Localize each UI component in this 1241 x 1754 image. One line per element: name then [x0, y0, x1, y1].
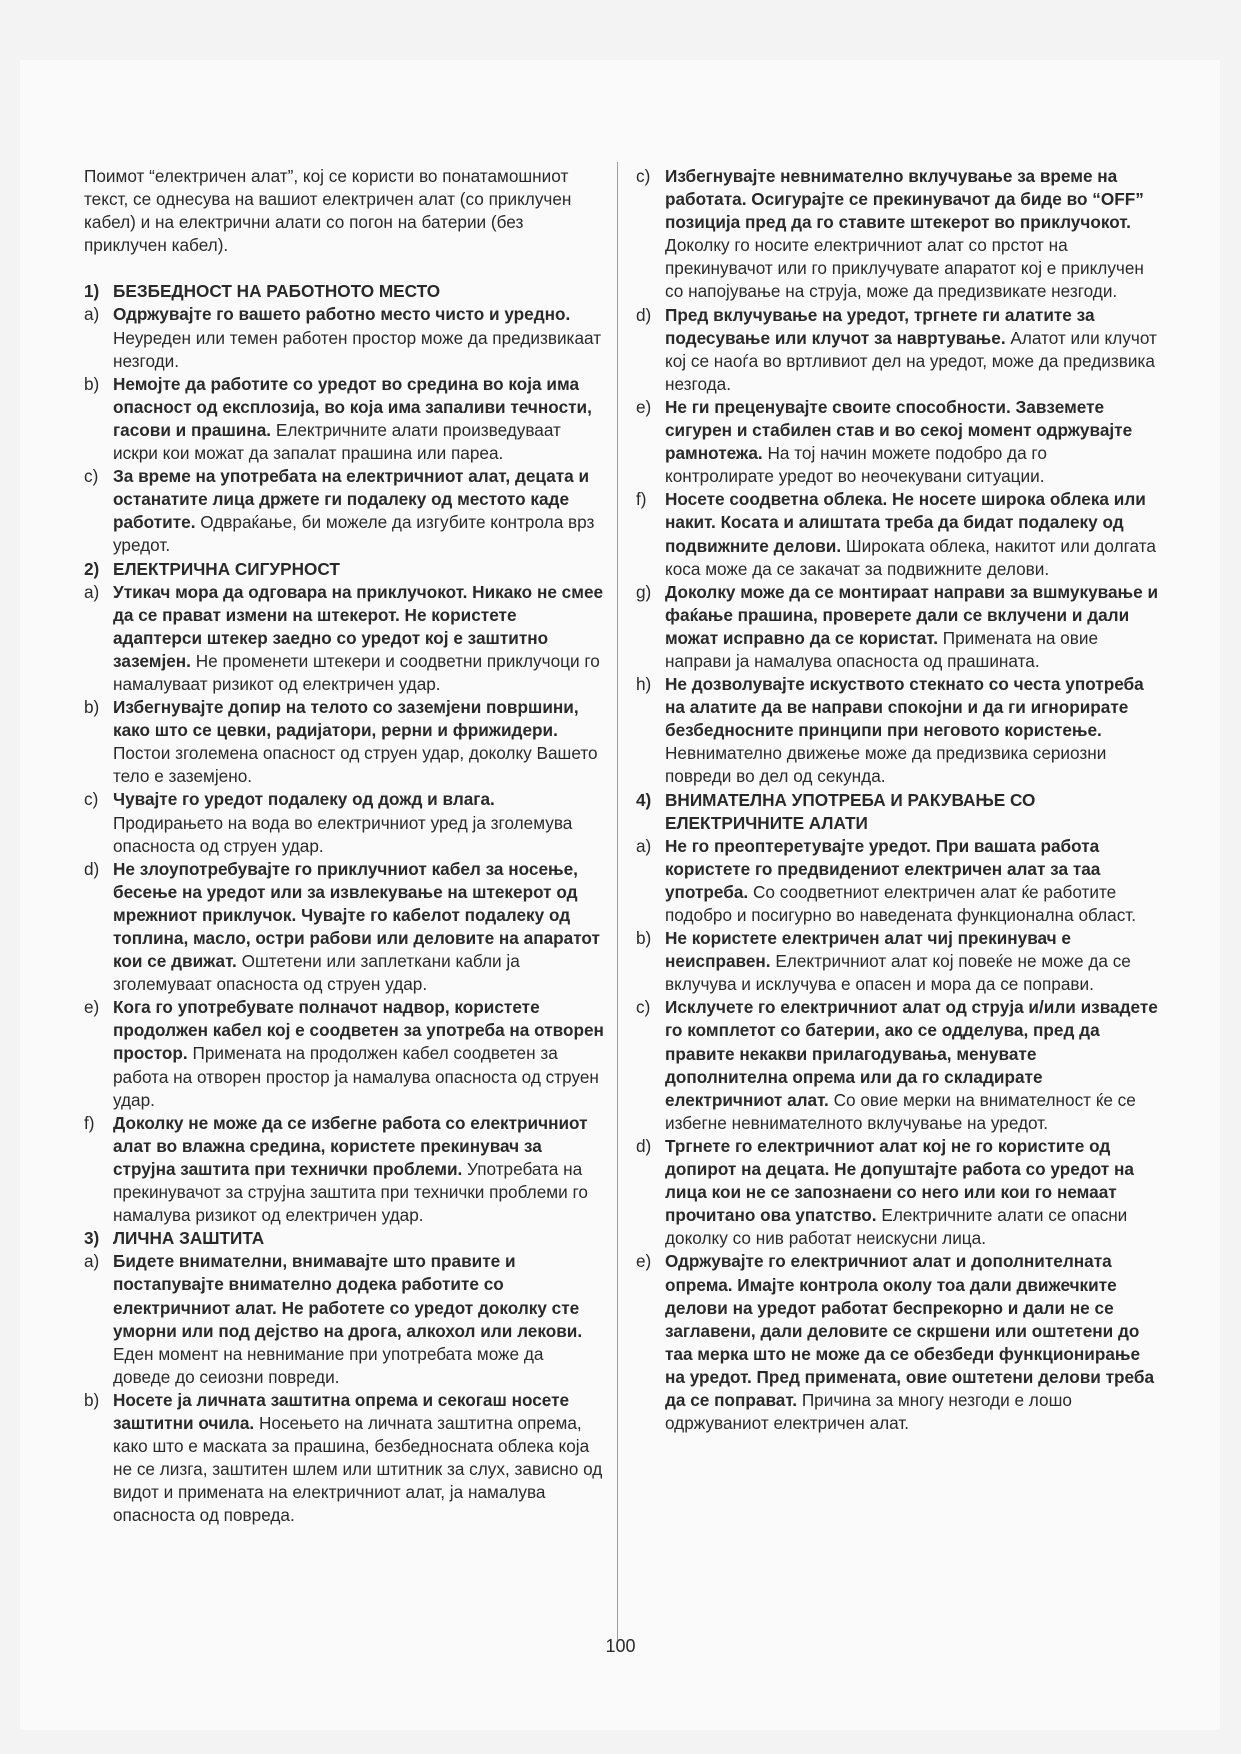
item-label: c)	[84, 466, 99, 487]
item-body-text: Електричниот алат кој повеќе не може да се вклучува и исклучува е опасен и мора да се поправи.	[665, 951, 1131, 995]
intro-paragraph: Поимот “електричен алат”, кој се користи во понатамошниот текст, се однесува на вашиот електричен алат (со приклучен кабел) и на електрични алати со погон на батерии (без приклучен кабел).	[84, 166, 572, 256]
left-column	[84, 165, 604, 1527]
item-label: b)	[636, 928, 652, 949]
item-body-text: Примената на овие направи ја намалува опасноста од прашината.	[665, 627, 1099, 671]
column-divider	[617, 162, 618, 1640]
list-item	[636, 1250, 1160, 1435]
list-item	[84, 996, 604, 1111]
item-body-text: Неуреден или темен работен простор може да предизвикаат незгоди.	[113, 327, 602, 371]
page-number: 100	[605, 1636, 636, 1656]
item-label: d)	[636, 304, 652, 325]
section-number: 1)	[84, 281, 100, 302]
item-body-text: Примената на продолжен кабел соодветен за работа на отворен простор ја намалува опасноста од струен удар.	[113, 1043, 599, 1110]
item-label: a)	[636, 835, 652, 856]
list-item	[84, 581, 604, 696]
item-body-text: Невнимателно движење може да предизвика сериозни повреди во дел од секунда.	[665, 743, 1107, 787]
item-bold-text: За време на употребата на електричниот алат, децата и останатите лица држете ги подалеку од местото каде работите.	[113, 466, 590, 533]
list-item	[636, 835, 1160, 927]
item-bold-text: Не дозволувајте искуството стекнато со честа употреба на алатите да ве направи спокојни и да ги игнорирате безбедносните принципи при неговото користење.	[665, 674, 1144, 741]
list-item	[636, 488, 1160, 580]
item-label: g)	[636, 581, 652, 602]
item-bold-text: Не го преоптеретувајте уредот. При вашата работа користете го предвидениот електричен алат за таа употреба.	[665, 835, 1101, 902]
item-label: d)	[84, 858, 100, 879]
item-label: e)	[636, 1251, 652, 1272]
item-label: f)	[84, 1112, 95, 1133]
item-label: c)	[636, 997, 651, 1018]
list-item	[636, 396, 1160, 488]
item-bold-text: Избегнувајте невнимателно вклучување за време на работата. Осигурајте се прекинувачот да биде во “OFF” позиција пред да го ставите штекерот во приклучокот.	[665, 166, 1144, 233]
list-item	[84, 788, 604, 857]
item-bold-text: Немојте да работите со уредот во средина во која има опасност од експлозија, во која има запаливи течности, гасови и прашина.	[113, 373, 592, 440]
section-number: 2)	[84, 558, 100, 579]
list-item	[84, 303, 604, 372]
item-label: c)	[84, 789, 99, 810]
list-item	[84, 1112, 604, 1227]
item-body-text: Оштетени или заплеткани кабли ја зголемуваат опасноста од струен удар.	[113, 951, 520, 995]
list-item	[636, 927, 1160, 996]
section-number: 3)	[84, 1228, 100, 1249]
section-title: ВНИМАТЕЛНА УПОТРЕБА И РАКУВАЊЕ СО ЕЛЕКТРИЧНИТЕ АЛАТИ	[665, 789, 1036, 833]
item-body-text: Електричните алати произведуваат искри кои можат да запалат прашина или пареа.	[113, 419, 561, 464]
list-item	[636, 1135, 1160, 1250]
item-body-text: Доколку го носите електричниот алат со прстот на прекинувачот или го приклучувате апаратот кој е приклучен со напојување на струја, може да предизвикате незгоди.	[665, 235, 1144, 302]
list-item	[84, 1250, 604, 1389]
section-number: 4)	[636, 789, 652, 810]
item-bold-text: Тргнете го електричниот алат кој не го користите од допирот на децата. Не допуштајте работа со уредот на лица кои не се запознаени со него или кои го немаат прочитано ова упатство.	[665, 1135, 1134, 1226]
item-label: d)	[636, 1135, 652, 1156]
section-heading	[636, 789, 1160, 835]
item-label: a)	[84, 581, 100, 602]
item-body-text: Употребата на прекинувачот за струјна заштита при технички проблеми го намалува ризикот од електричен удар.	[113, 1158, 588, 1226]
item-bold-text: Утикач мора да одговара на приклучокот. Никако не смее да се прават измени на штекерот. Не користете адаптерси штекер заедно со уредот кој е заштитно заземјен.	[113, 581, 604, 671]
section-heading	[84, 1227, 604, 1250]
list-item	[636, 673, 1160, 788]
item-label: e)	[636, 396, 652, 417]
item-body-text: Со соодветниот електричен алат ќе работите подобро и посигурно во наведената функционална област.	[665, 881, 1137, 925]
list-item	[636, 165, 1160, 304]
list-item	[84, 696, 604, 788]
right-column-content	[636, 165, 1160, 1435]
item-label: b)	[84, 373, 100, 394]
item-label: a)	[84, 1251, 100, 1272]
item-body-text: На тој начин можете подобро да го контролирате уредот во неочекувани ситуации.	[665, 443, 1047, 487]
section-heading	[84, 558, 604, 581]
section-title: ЛИЧНА ЗАШТИТА	[113, 1228, 265, 1249]
item-bold-text: Не ги преценувајте своите способности. Завземете сигурен и стабилен став и во секој момент одржувајте рамнотежа.	[665, 396, 1133, 464]
item-body-text: Електричните алати се опасни доколку со нив работат неискусни лица.	[665, 1205, 1128, 1249]
item-body-text: Продирањето на вода во електричниот уред ја зголемува опасноста од струен удар.	[113, 812, 573, 856]
item-bold-text: Носете соодветна облека. Не носете широка облека или накит. Косата и алиштата треба да бидат подалеку од подвижните делови.	[665, 489, 1146, 556]
item-bold-text: Избегнувајте допир на телото со заземјени површини, како што се цевки, радијатори, рерни и фрижидери.	[113, 697, 579, 741]
item-bold-text: Чувајте го уредот подалеку од дожд и влага.	[113, 789, 495, 810]
item-body-text: Одвраќање, би можеле да изгубите контрола врз уредот.	[113, 512, 595, 556]
item-label: b)	[84, 697, 100, 718]
list-item	[84, 465, 604, 557]
item-body-text: Алатот или клучот кој се наоѓа во вртливиот дел на уредот, може да предизвика незгода.	[665, 327, 1157, 394]
item-bold-text: Носете ја личната заштитна опрема и секогаш носете заштитни очила.	[113, 1389, 570, 1433]
right-column	[636, 165, 1160, 1435]
item-bold-text: Одржувајте го електричниот алат и дополнителната опрема. Имајте контрола околу тоа дали движечките делови на уредот работат беспрекорно и дали не се заглавени, дали деловите се скршени или оштетени до таа мерка што не може да се обезбеди функционирање на уредот. Пред примената, овие оштетени делови треба да се поправат.	[665, 1251, 1155, 1410]
list-item	[84, 858, 604, 997]
item-label: b)	[84, 1389, 100, 1410]
item-body-text: Причина за многу незгоди е лошо одржуваниот електричен алат.	[665, 1389, 1072, 1434]
item-body-text: Еден момент на невнимание при употребата може да доведе до сеиозни повреди.	[113, 1343, 544, 1387]
item-body-text: Широката облека, накитот или долгата коса може да се закачат за подвижните делови.	[665, 535, 1156, 579]
left-column-content	[84, 280, 604, 1527]
item-label: a)	[84, 304, 100, 325]
item-bold-text: Бидете внимателни, внимавајте што правите и постапувајте внимателно додека работите со електричниот алат. Не работете со уредот доколку сте уморни или под дејство на дрога, алкохол или лекови.	[113, 1251, 583, 1341]
list-item	[636, 581, 1160, 673]
list-item	[636, 996, 1160, 1135]
item-body-text: Со овие мерки на внимателност ќе се избегне невнимателното вклучување на уредот.	[665, 1089, 1136, 1133]
item-label: c)	[636, 166, 651, 186]
item-bold-text: Не злоупотребувајте го приклучниот кабел за носење, бесење на уредот или за извлекување на штекерот од мрежниот приклучок. Чувајте го кабелот подалеку од топлина, масло, остри рабови или деловите на апаратот кои се движат.	[113, 858, 600, 972]
section-heading	[84, 280, 604, 303]
section-title: ЕЛЕКТРИЧНА СИГУРНОСТ	[113, 558, 340, 579]
item-bold-text: Одржувајте го вашето работно место чисто и уредно.	[113, 304, 571, 325]
item-bold-text: Кога го употребувате полначот надвор, користете продолжен кабел кој е соодветен за употреба на отворен простор.	[113, 997, 604, 1064]
item-bold-text: Исклучете го електричниот алат од струја и/или извадете го комплетот со батерии, ако се одделува, пред да правите некакви прилагодувања, менувате дополнителна опрема или да го складирате електричниот алат.	[665, 997, 1158, 1110]
item-label: e)	[84, 997, 100, 1018]
list-item	[84, 373, 604, 465]
list-item	[636, 304, 1160, 396]
item-bold-text: Пред вклучување на уредот, тргнете ги алатите за подесување или клучот за навртување.	[665, 304, 1095, 348]
item-bold-text: Доколку не може да се избегне работа со електричниот алат во влажна средина, користете прекинувач за струјна заштита при технички проблеми.	[113, 1112, 588, 1179]
list-item	[84, 1389, 604, 1528]
item-body-text: Постои зголемена опасност од струен удар, доколку Вашето тело е заземјено.	[113, 743, 598, 787]
item-label: f)	[636, 489, 647, 510]
item-bold-text: Не користете електричен алат чиј прекинувач е неисправен.	[665, 928, 1071, 972]
item-label: h)	[636, 674, 652, 695]
section-title: БЕЗБЕДНОСТ НА РАБОТНОТО МЕСТО	[113, 281, 441, 302]
item-body-text: Не променети штекери и соодветни приклучоци го намалуваат ризикот од електричен удар.	[113, 650, 600, 694]
item-bold-text: Доколку може да се монтираат направи за вшмукување и фаќање прашина, проверете дали се вклучени и дали можат исправно да се користат.	[665, 581, 1159, 648]
item-body-text: Носењето на личната заштитна опрема, како што е маската за прашина, безбедносната облека која не се лизга, заштитен шлем или штитник за слух, зависно од видот и примената на електричниот алат, ја намалува опасноста од повреда.	[113, 1412, 603, 1526]
